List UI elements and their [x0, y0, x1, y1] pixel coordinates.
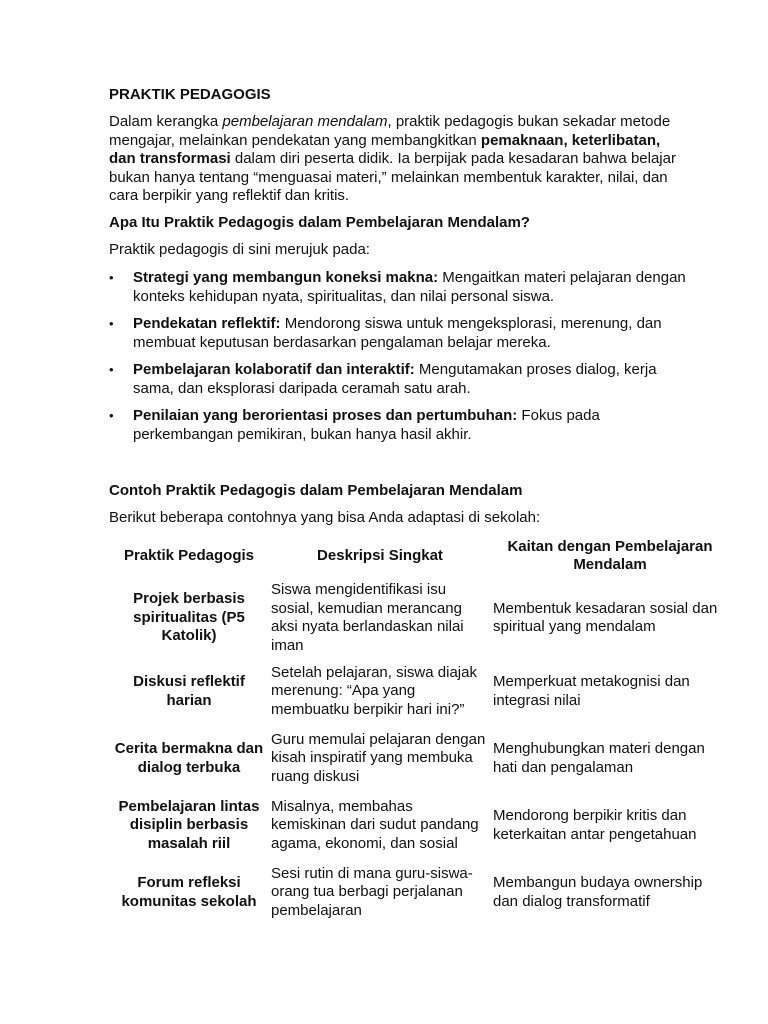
table-cell-practice: Diskusi reflektif harian — [133, 673, 245, 709]
table-row — [109, 859, 729, 926]
table-row — [109, 725, 729, 792]
table-header-cell: Kaitan dengan Pembelajaran Mendalam — [507, 537, 713, 573]
table-cell-practice: Pembelajaran lintas disiplin berbasis masalah riil — [118, 797, 260, 852]
table-row — [109, 658, 729, 725]
table-cell-practice: Cerita bermakna dan dialog terbuka — [114, 740, 264, 776]
bullet-term: Pendekatan reflektif: — [133, 315, 281, 332]
intro-text-2: , praktik pedagogis bukan sekadar metode mengajar, melainkan pendekatan yang membangkitkan — [109, 113, 671, 149]
intro-paragraph — [109, 113, 689, 206]
section1-heading: Apa Itu Praktik Pedagogis dalam Pembelajaran Mendalam? — [109, 214, 530, 231]
table-cell-relation: Menghubungkan materi dengan hati dan pengalaman — [493, 740, 705, 776]
table-cell-description: Misalnya, membahas kemiskinan dari sudut pandang agama, ekonomi, dan sosial — [271, 797, 479, 852]
page-title: PRAKTIK PEDAGOGIS — [109, 86, 271, 103]
bullet-text: Fokus pada perkembangan pemikiran, bukan hanya hasil akhir. — [133, 407, 600, 443]
examples-table — [109, 534, 729, 926]
table-cell-description: Sesi rutin di mana guru-siswa-orang tua berbagi perjalanan pembelajaran — [271, 864, 473, 919]
list-item — [109, 407, 689, 444]
bullet-text: Mengutamakan proses dialog, kerja sama, dan eksplorasi daripada ceramah satu arah. — [133, 361, 657, 397]
bullet-term: Penilaian yang berorientasi proses dan pertumbuhan: — [133, 407, 518, 424]
section1-lead: Praktik pedagogis di sini merujuk pada: — [109, 241, 370, 258]
list-item — [109, 361, 689, 398]
table-cell-relation: Membentuk kesadaran sosial dan spiritual yang mendalam — [493, 599, 718, 635]
table-cell-description: Setelah pelajaran, siswa diajak merenung: “Apa yang membuatku berpikir hari ini?” — [271, 663, 477, 718]
table-header-cell: Praktik Pedagogis — [123, 546, 255, 564]
section2-lead: Berikut beberapa contohnya yang bisa Anda adaptasi di sekolah: — [109, 509, 541, 526]
table-cell-practice: Forum refleksi komunitas sekolah — [121, 874, 257, 910]
bullet-text: Mendorong siswa untuk mengeksplorasi, merenung, dan membuat keputusan berdasarkan pengalaman belajar mereka. — [133, 315, 662, 351]
table-cell-relation: Membangun budaya ownership dan dialog transformatif — [493, 874, 703, 910]
table-header-cell: Deskripsi Singkat — [317, 546, 443, 564]
list-item — [109, 315, 689, 352]
table-row — [109, 578, 729, 658]
intro-italic-term: pembelajaran mendalam — [222, 113, 388, 130]
table-cell-description: Guru memulai pelajaran dengan kisah inspiratif yang membuka ruang diskusi — [271, 730, 486, 785]
section2-heading: Contoh Praktik Pedagogis dalam Pembelajaran Mendalam — [109, 482, 523, 499]
intro-text-3: dalam diri peserta didik. Ia berpijak pada kesadaran bahwa belajar bukan hanya tentang “menguasai materi,” melainkan membentuk karakter, nilai, dan cara berpikir yang reflektif dan kritis. — [109, 150, 676, 204]
bullet-term: Pembelajaran kolaboratif dan interaktif: — [133, 361, 415, 378]
intro-text-1: Dalam kerangka — [109, 113, 223, 130]
table-row — [109, 792, 729, 859]
table-cell-practice: Projek berbasis spiritualitas (P5 Katolik) — [133, 590, 245, 645]
bullet-term: Strategi yang membangun koneksi makna: — [133, 269, 439, 286]
bullet-list — [109, 269, 689, 453]
table-header-row — [109, 534, 729, 578]
bullet-text: Mengaitkan materi pelajaran dengan konteks kehidupan nyata, spiritualitas, dan nilai personal siswa. — [133, 269, 686, 305]
intro-bold-terms: pemaknaan, keterlibatan, dan transformasi — [109, 131, 661, 167]
table-cell-relation: Mendorong berpikir kritis dan keterkaitan antar pengetahuan — [493, 807, 697, 843]
table-cell-description: Siswa mengidentifikasi isu sosial, kemudian merancang aksi nyata berlandaskan nilai iman — [271, 581, 464, 654]
list-item — [109, 269, 689, 306]
table-cell-relation: Memperkuat metakognisi dan integrasi nilai — [493, 673, 690, 709]
